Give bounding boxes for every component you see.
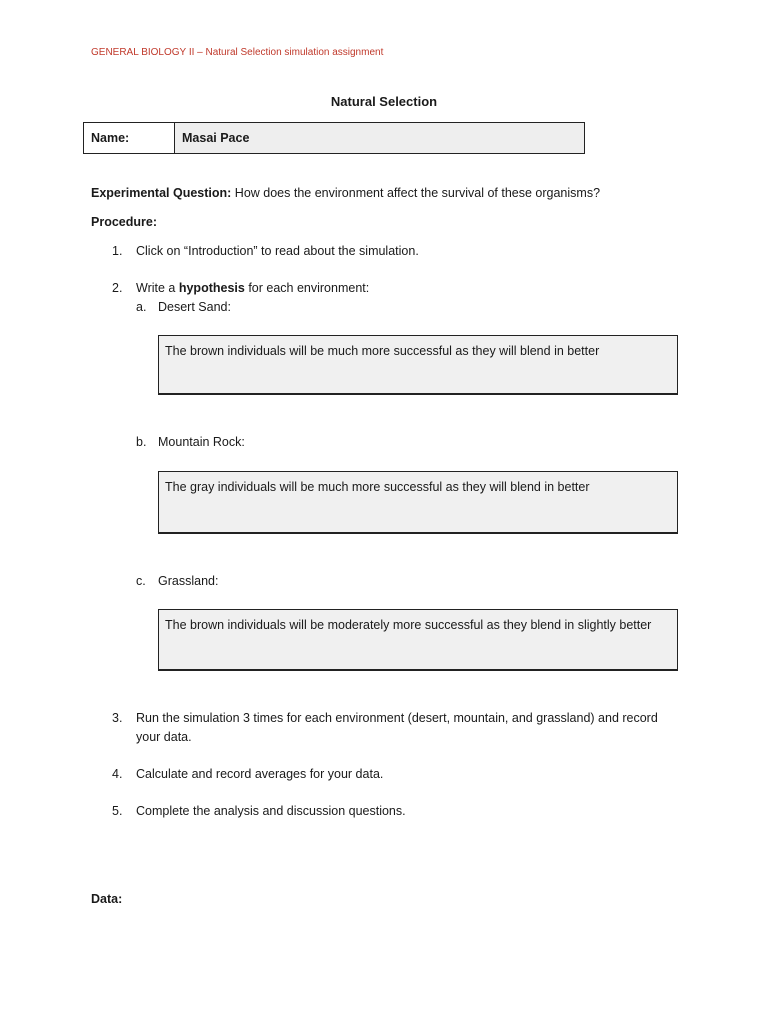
step-2-pre: Write a <box>136 281 179 295</box>
step-5-text: Complete the analysis and discussion questions. <box>136 804 406 818</box>
course-header: GENERAL BIOLOGY II – Natural Selection simulation assignment <box>91 47 384 58</box>
grassland-label: Grassland: <box>158 574 219 588</box>
name-table <box>83 122 585 154</box>
mountain-rock-label: Mountain Rock: <box>158 435 245 449</box>
sub-item-letter: c. <box>136 574 146 588</box>
desert-sand-label: Desert Sand: <box>158 300 231 314</box>
page-title: Natural Selection <box>330 94 438 109</box>
step-number: 4. <box>112 767 123 781</box>
step-2-text <box>136 281 369 295</box>
step-3-line-2: your data. <box>136 730 192 744</box>
grassland-answer[interactable]: The brown individuals will be moderately more successful as they blend in slightly better <box>158 609 678 671</box>
mountain-rock-answer[interactable]: The gray individuals will be much more successful as they will blend in better <box>158 471 678 534</box>
step-4-text: Calculate and record averages for your data. <box>136 767 384 781</box>
step-number: 3. <box>112 711 123 725</box>
data-label: Data: <box>91 892 123 906</box>
step-1-text: Click on “Introduction” to read about the simulation. <box>136 244 419 258</box>
procedure-label: Procedure: <box>91 215 157 229</box>
experimental-question <box>91 186 600 200</box>
step-2-post: for each environment: <box>244 281 370 295</box>
sub-item-letter: a. <box>136 300 147 314</box>
desert-sand-answer[interactable]: The brown individuals will be much more successful as they will blend in better <box>158 335 678 395</box>
sub-item-letter: b. <box>136 435 147 449</box>
experimental-question-text: How does the environment affect the survival of these organisms? <box>231 186 601 200</box>
step-3-line-1: Run the simulation 3 times for each environment (desert, mountain, and grassland) and record <box>136 711 658 725</box>
step-number: 5. <box>112 804 123 818</box>
step-number: 2. <box>112 281 123 295</box>
step-2-bold: hypothesis <box>178 281 245 295</box>
step-number: 1. <box>112 244 123 258</box>
name-label: Name: <box>84 123 175 153</box>
experimental-question-label: Experimental Question: <box>91 186 232 200</box>
name-field[interactable]: Masai Pace <box>175 123 584 153</box>
